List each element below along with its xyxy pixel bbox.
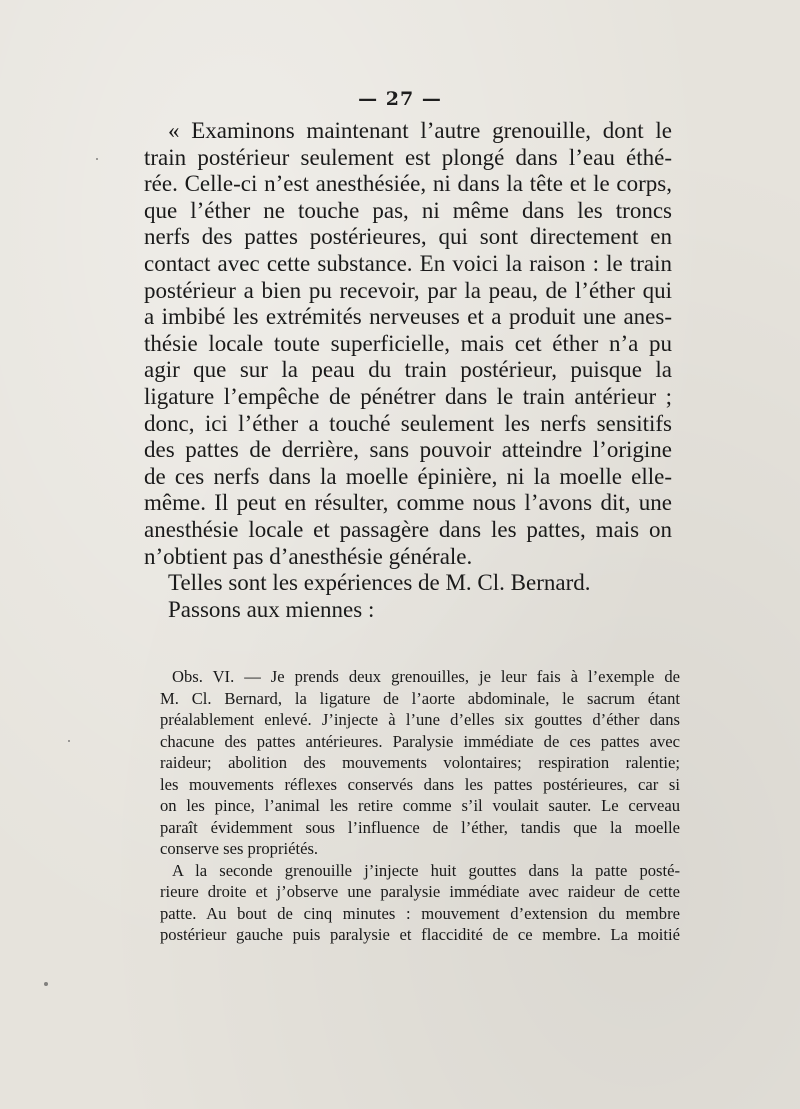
- text-line: donc, ici l’éther a touché seulement les nerfs sensitifs: [144, 410, 672, 436]
- observation-line: paraît évidemment sous l’influence de l’éther, tandis que la moelle: [160, 817, 680, 837]
- observation-line: chacune des pattes antérieures. Paralysie immédiate de ces pattes avec: [160, 731, 680, 751]
- text-line: de ces nerfs dans la moelle épinière, ni la moelle elle-: [144, 463, 672, 489]
- text-line: a imbibé les extrémités nerveuses et a produit une anes-: [144, 304, 672, 330]
- observation-line: conserve ses propriétés.: [160, 839, 319, 858]
- text-line: train postérieur seulement est plongé dans l’eau éthé-: [144, 144, 672, 170]
- observation-line: Obs. VI. — Je prends deux grenouilles, je leur fais à l’exemple de: [172, 667, 680, 686]
- observation-line: patte. Au bout de cinq minutes : mouvement d’extension du membre: [160, 903, 680, 923]
- main-body-text: [144, 118, 672, 623]
- text-line: « Examinons maintenant l’autre grenouille, dont le: [168, 118, 672, 143]
- paper-speck: [44, 982, 48, 986]
- text-line: des pattes de derrière, sans pouvoir atteindre l’origine: [144, 437, 672, 463]
- text-line: Passons aux miennes :: [168, 596, 375, 622]
- observation-line: A la seconde grenouille j’injecte huit gouttes dans la patte posté-: [172, 860, 680, 880]
- observation-line: rieure droite et j’observe une paralysie immédiate avec raideur de cette: [160, 882, 680, 901]
- text-line: postérieur a bien pu recevoir, par la peau, de l’éther qui: [144, 277, 672, 303]
- observation-text: [160, 666, 680, 946]
- text-line: n’obtient pas d’anesthésie générale.: [144, 543, 473, 569]
- text-line: rée. Celle-ci n’est anesthésiée, ni dans la tête et le corps,: [144, 171, 672, 197]
- text-line: Telles sont les expériences de M. Cl. Bernard.: [168, 570, 591, 596]
- text-line: même. Il peut en résulter, comme nous l’avons dit, une: [144, 490, 672, 516]
- observation-line: M. Cl. Bernard, la ligature de l’aorte abdominale, le sacrum étant: [160, 688, 680, 708]
- text-line: que l’éther ne touche pas, ni même dans les troncs: [144, 197, 672, 223]
- observation-line: les mouvements réflexes conservés dans les pattes postérieures, car si: [160, 774, 680, 794]
- page-number: — 27 —: [358, 88, 442, 110]
- text-line: thésie locale toute superficielle, mais cet éther n’a pu: [144, 330, 672, 356]
- text-line: anesthésie locale et passagère dans les pattes, mais on: [144, 516, 672, 542]
- observation-line: préalablement enlevé. J’injecte à l’une d’elles six gouttes d’éther dans: [160, 710, 680, 729]
- text-line: ligature l’empêche de pénétrer dans le train antérieur ;: [144, 383, 672, 409]
- text-line: nerfs des pattes postérieures, qui sont directement en: [144, 224, 672, 250]
- observation-line: postérieur gauche puis paralysie et flaccidité de ce membre. La moitié: [160, 925, 680, 944]
- paper-speck: [68, 740, 70, 742]
- text-line: agir que sur la peau du train postérieur, puisque la: [144, 357, 672, 383]
- observation-line: raideur; abolition des mouvements volontaires; respiration ralentie;: [160, 753, 680, 772]
- text-line: contact avec cette substance. En voici la raison : le train: [144, 250, 672, 276]
- observation-line: on les pince, l’animal les retire comme s’il voulait sauter. Le cerveau: [160, 796, 680, 815]
- paper-speck: [96, 158, 98, 160]
